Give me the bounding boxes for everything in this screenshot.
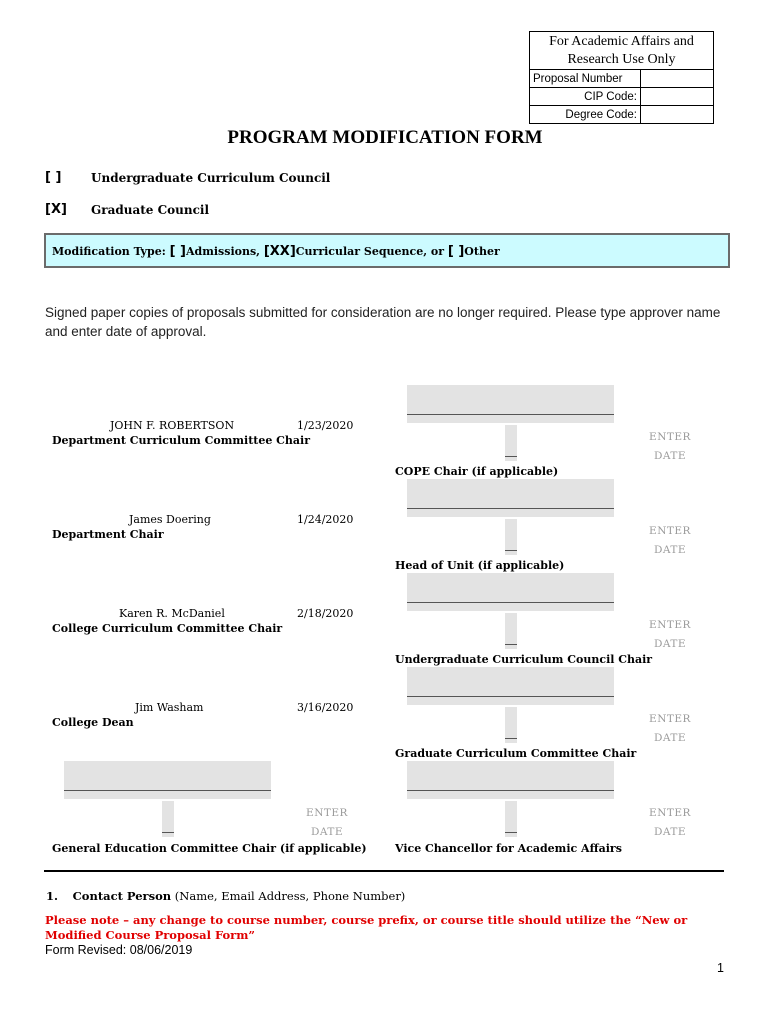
form-revised: Form Revised: 08/06/2019 [45, 943, 193, 957]
college-dean-name[interactable]: Jim Washam [135, 701, 204, 714]
date-label: DATE [653, 732, 687, 744]
college-dean-date[interactable]: 3/16/2020 [297, 701, 354, 714]
dept-chair-title: Department Chair [52, 528, 164, 541]
ucc-chair-signature-slot[interactable] [505, 613, 517, 649]
head-of-unit-signature-slot[interactable] [505, 519, 517, 555]
proposal-number-field[interactable] [641, 70, 713, 87]
modification-type-box [44, 233, 730, 268]
vice-chancellor-signature-slot[interactable] [505, 801, 517, 837]
signature-notice: Signed paper copies of proposals submitted for consideration are no longer required. Please type approver name and enter date of approval. [45, 305, 721, 339]
contact-number: 1. [46, 889, 59, 903]
graduate-council-option[interactable] [45, 202, 445, 220]
graduate-council-checkbox[interactable]: [X] [45, 202, 67, 217]
cip-code-row [530, 88, 713, 106]
gcc-chair-title: Graduate Curriculum Committee Chair [395, 747, 637, 760]
enter-label: ENTER [649, 713, 691, 725]
contact-person-line [46, 889, 405, 903]
form-title: PROGRAM MODIFICATION FORM [227, 127, 543, 148]
college-curriculum-chair-title: College Curriculum Committee Chair [52, 622, 283, 635]
other-label: Other [464, 245, 500, 258]
degree-code-row [530, 106, 713, 123]
gcc-chair-name-field[interactable] [407, 667, 614, 705]
section-divider [44, 870, 724, 872]
undergraduate-council-option[interactable] [45, 170, 445, 188]
date-label: DATE [653, 826, 687, 838]
enter-label: ENTER [649, 525, 691, 537]
office-use-heading: For Academic Affairs and Research Use Only [530, 32, 713, 70]
cope-chair-name-field[interactable] [407, 385, 614, 423]
cip-code-label: CIP Code: [530, 88, 641, 105]
contact-detail: (Name, Email Address, Phone Number) [174, 889, 406, 903]
undergraduate-council-checkbox[interactable]: [ ] [45, 170, 62, 185]
vice-chancellor-date-field[interactable] [645, 804, 695, 842]
page-number: 1 [717, 961, 724, 975]
college-curriculum-chair-name[interactable]: Karen R. McDaniel [119, 607, 225, 620]
enter-label: ENTER [649, 807, 691, 819]
college-dean-title: College Dean [52, 716, 134, 729]
ucc-chair-name-field[interactable] [407, 573, 614, 611]
degree-code-label: Degree Code: [530, 106, 641, 123]
undergraduate-council-label: Undergraduate Curriculum Council [91, 171, 331, 185]
graduate-council-label: Graduate Council [91, 203, 210, 217]
date-label: DATE [653, 638, 687, 650]
dept-chair-name[interactable]: James Doering [129, 513, 211, 526]
degree-code-field[interactable] [641, 106, 713, 123]
proposal-number-row [530, 70, 713, 88]
college-curriculum-chair-date[interactable]: 2/18/2020 [297, 607, 354, 620]
date-label: DATE [310, 826, 344, 838]
please-note: Please note – any change to course number, course prefix, or course title should utilize the “New or Modified Course Proposal Form” [45, 913, 688, 942]
head-of-unit-name-field[interactable] [407, 479, 614, 517]
enter-label: ENTER [306, 807, 348, 819]
gcc-chair-signature-slot[interactable] [505, 707, 517, 743]
cip-code-field[interactable] [641, 88, 713, 105]
gen-ed-chair-signature-slot[interactable] [162, 801, 174, 837]
curricular-sequence-label: Curricular Sequence, or [295, 245, 445, 258]
enter-label: ENTER [649, 619, 691, 631]
curricular-sequence-checkbox[interactable]: [XX] [263, 244, 296, 259]
vice-chancellor-title: Vice Chancellor for Academic Affairs [395, 842, 622, 855]
gen-ed-chair-date-field[interactable] [302, 804, 352, 842]
office-use-table [529, 31, 714, 124]
date-label: DATE [653, 450, 687, 462]
cope-chair-date-field[interactable] [645, 428, 695, 466]
modification-type-label: Modification Type: [52, 245, 166, 258]
ucc-chair-title: Undergraduate Curriculum Council Chair [395, 653, 653, 666]
enter-label: ENTER [649, 431, 691, 443]
cope-chair-title: COPE Chair (if applicable) [395, 465, 559, 478]
proposal-number-label: Proposal Number [530, 70, 641, 87]
other-checkbox[interactable]: [ ] [447, 244, 465, 259]
dept-curriculum-chair-name[interactable]: JOHN F. ROBERTSON [110, 419, 235, 432]
cope-chair-signature-slot[interactable] [505, 425, 517, 461]
dept-chair-date[interactable]: 1/24/2020 [297, 513, 354, 526]
head-of-unit-title: Head of Unit (if applicable) [395, 559, 565, 572]
gcc-chair-date-field[interactable] [645, 710, 695, 748]
gen-ed-chair-name-field[interactable] [64, 761, 271, 799]
head-of-unit-date-field[interactable] [645, 522, 695, 560]
gen-ed-chair-title: General Education Committee Chair (if applicable) [52, 842, 367, 855]
dept-curriculum-chair-date[interactable]: 1/23/2020 [297, 419, 354, 432]
admissions-checkbox[interactable]: [ ] [169, 244, 187, 259]
ucc-chair-date-field[interactable] [645, 616, 695, 654]
dept-curriculum-chair-title: Department Curriculum Committee Chair [52, 434, 311, 447]
admissions-label: Admissions, [186, 245, 260, 258]
vice-chancellor-name-field[interactable] [407, 761, 614, 799]
date-label: DATE [653, 544, 687, 556]
contact-label: Contact Person [72, 889, 172, 903]
